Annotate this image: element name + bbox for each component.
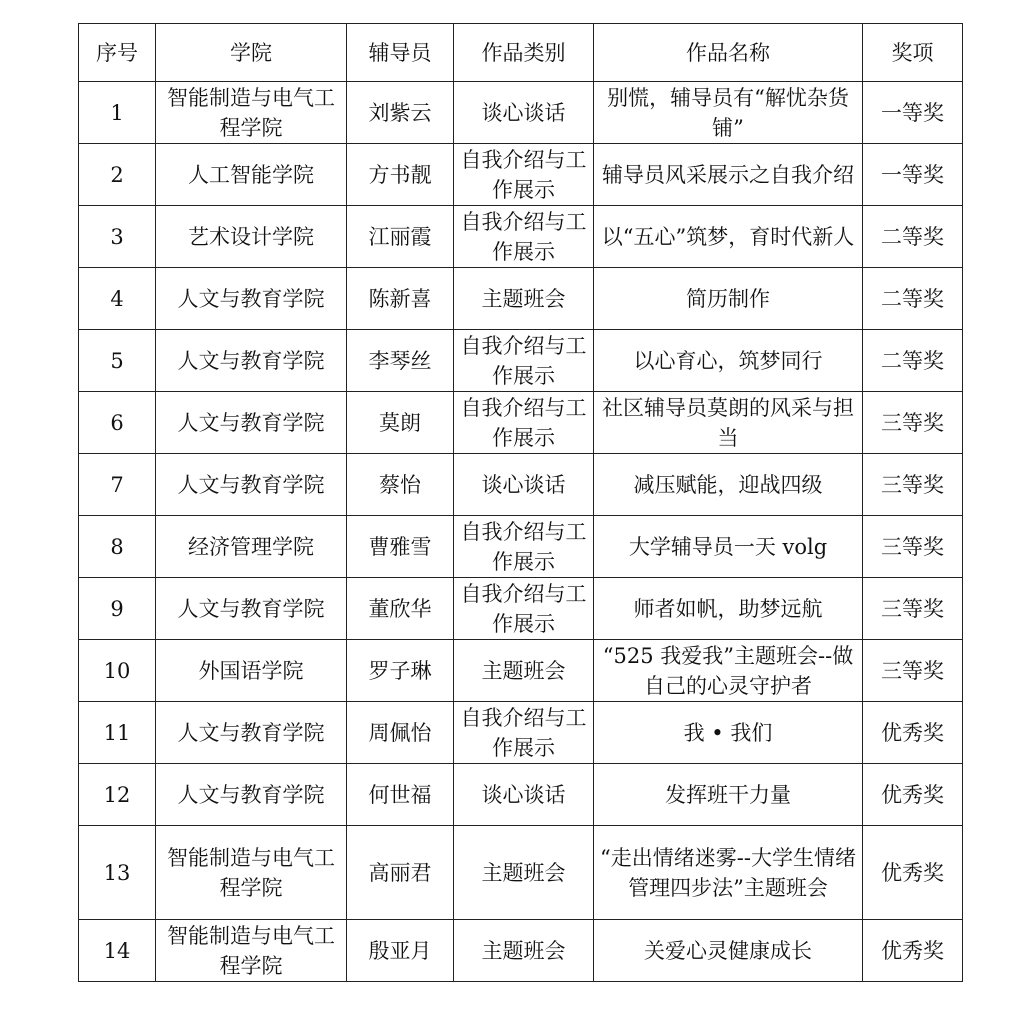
cell-award: 三等奖 <box>863 640 963 702</box>
header-college: 学院 <box>156 24 347 82</box>
table-row <box>79 640 963 702</box>
cell-category: 谈心谈话 <box>454 82 594 144</box>
table-row <box>79 330 963 392</box>
header-title: 作品名称 <box>594 24 863 82</box>
cell-index: 13 <box>79 826 156 920</box>
table-row <box>79 82 963 144</box>
table-row <box>79 920 963 982</box>
cell-award: 优秀奖 <box>863 702 963 764</box>
cell-college: 人文与教育学院 <box>156 268 347 330</box>
cell-counselor: 董欣华 <box>347 578 454 640</box>
cell-college: 人文与教育学院 <box>156 578 347 640</box>
cell-index: 14 <box>79 920 156 982</box>
cell-college: 智能制造与电气工程学院 <box>156 920 347 982</box>
cell-college: 外国语学院 <box>156 640 347 702</box>
table-row <box>79 702 963 764</box>
cell-title: “走出情绪迷雾--大学生情绪管理四步法”主题班会 <box>594 826 863 920</box>
cell-counselor: 周佩怡 <box>347 702 454 764</box>
cell-category: 主题班会 <box>454 920 594 982</box>
cell-counselor: 李琴丝 <box>347 330 454 392</box>
cell-award: 三等奖 <box>863 516 963 578</box>
cell-title: 以心育心，筑梦同行 <box>594 330 863 392</box>
cell-award: 三等奖 <box>863 454 963 516</box>
cell-category: 自我介绍与工作展示 <box>454 330 594 392</box>
cell-index: 7 <box>79 454 156 516</box>
cell-title: 发挥班干力量 <box>594 764 863 826</box>
cell-college: 人文与教育学院 <box>156 764 347 826</box>
header-award: 奖项 <box>863 24 963 82</box>
cell-title: 师者如帆，助梦远航 <box>594 578 863 640</box>
cell-counselor: 莫朗 <box>347 392 454 454</box>
cell-title: 大学辅导员一天 volg <box>594 516 863 578</box>
cell-index: 11 <box>79 702 156 764</box>
cell-category: 主题班会 <box>454 826 594 920</box>
cell-category: 自我介绍与工作展示 <box>454 702 594 764</box>
cell-counselor: 蔡怡 <box>347 454 454 516</box>
cell-award: 三等奖 <box>863 578 963 640</box>
cell-title: 社区辅导员莫朗的风采与担当 <box>594 392 863 454</box>
cell-award: 一等奖 <box>863 144 963 206</box>
cell-index: 12 <box>79 764 156 826</box>
cell-title: 我 • 我们 <box>594 702 863 764</box>
table-row <box>79 826 963 920</box>
cell-index: 5 <box>79 330 156 392</box>
cell-award: 二等奖 <box>863 268 963 330</box>
header-row <box>79 24 963 82</box>
cell-index: 9 <box>79 578 156 640</box>
cell-title: 关爱心灵健康成长 <box>594 920 863 982</box>
header-index: 序号 <box>79 24 156 82</box>
cell-index: 8 <box>79 516 156 578</box>
cell-award: 优秀奖 <box>863 826 963 920</box>
cell-index: 1 <box>79 82 156 144</box>
cell-college: 智能制造与电气工程学院 <box>156 82 347 144</box>
cell-title: 以“五心”筑梦，育时代新人 <box>594 206 863 268</box>
cell-counselor: 罗子琳 <box>347 640 454 702</box>
table-row <box>79 144 963 206</box>
cell-category: 自我介绍与工作展示 <box>454 516 594 578</box>
cell-category: 自我介绍与工作展示 <box>454 578 594 640</box>
cell-index: 10 <box>79 640 156 702</box>
cell-award: 三等奖 <box>863 392 963 454</box>
cell-award: 二等奖 <box>863 206 963 268</box>
cell-college: 人文与教育学院 <box>156 702 347 764</box>
cell-category: 主题班会 <box>454 268 594 330</box>
awards-table <box>78 23 963 982</box>
cell-index: 3 <box>79 206 156 268</box>
table-row <box>79 268 963 330</box>
cell-title: “525 我爱我”主题班会--做自己的心灵守护者 <box>594 640 863 702</box>
cell-college: 智能制造与电气工程学院 <box>156 826 347 920</box>
cell-counselor: 殷亚月 <box>347 920 454 982</box>
cell-category: 自我介绍与工作展示 <box>454 392 594 454</box>
cell-category: 自我介绍与工作展示 <box>454 206 594 268</box>
cell-category: 自我介绍与工作展示 <box>454 144 594 206</box>
cell-award: 一等奖 <box>863 82 963 144</box>
cell-college: 人文与教育学院 <box>156 454 347 516</box>
cell-counselor: 高丽君 <box>347 826 454 920</box>
cell-index: 4 <box>79 268 156 330</box>
cell-title: 别慌，辅导员有“解忧杂货铺” <box>594 82 863 144</box>
table-row <box>79 516 963 578</box>
table-row <box>79 206 963 268</box>
cell-title: 减压赋能，迎战四级 <box>594 454 863 516</box>
cell-title: 简历制作 <box>594 268 863 330</box>
table-row <box>79 454 963 516</box>
cell-college: 经济管理学院 <box>156 516 347 578</box>
cell-counselor: 江丽霞 <box>347 206 454 268</box>
cell-award: 二等奖 <box>863 330 963 392</box>
cell-counselor: 曹雅雪 <box>347 516 454 578</box>
cell-award: 优秀奖 <box>863 764 963 826</box>
cell-counselor: 刘紫云 <box>347 82 454 144</box>
cell-counselor: 何世福 <box>347 764 454 826</box>
cell-college: 人文与教育学院 <box>156 392 347 454</box>
cell-index: 6 <box>79 392 156 454</box>
cell-category: 谈心谈话 <box>454 454 594 516</box>
cell-award: 优秀奖 <box>863 920 963 982</box>
header-counselor: 辅导员 <box>347 24 454 82</box>
table-row <box>79 578 963 640</box>
header-category: 作品类别 <box>454 24 594 82</box>
cell-category: 谈心谈话 <box>454 764 594 826</box>
table-row <box>79 392 963 454</box>
cell-counselor: 方书靓 <box>347 144 454 206</box>
cell-title: 辅导员风采展示之自我介绍 <box>594 144 863 206</box>
cell-college: 人工智能学院 <box>156 144 347 206</box>
cell-index: 2 <box>79 144 156 206</box>
cell-category: 主题班会 <box>454 640 594 702</box>
cell-counselor: 陈新喜 <box>347 268 454 330</box>
cell-college: 人文与教育学院 <box>156 330 347 392</box>
cell-college: 艺术设计学院 <box>156 206 347 268</box>
table-row <box>79 764 963 826</box>
